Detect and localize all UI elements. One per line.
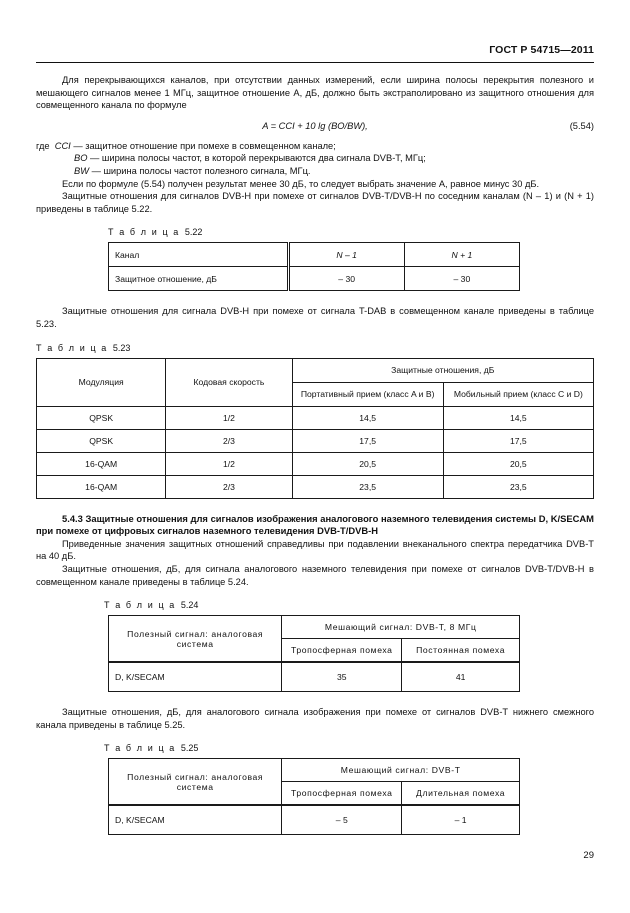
paragraph-analog-lower-adjacent: Защитные отношения, дБ, для аналогового сигнала изображения при помехе от сигналов DVB-T нижнего смежного канала приведены в таблице 5.25. [36,707,594,730]
table-row [109,805,520,835]
table-cell: 2/3 [166,475,292,498]
table-header-cell-wanted-signal: Полезный сигнал: аналоговая система [109,616,282,663]
table-header-cell-code-rate: Кодовая скорость [166,358,292,406]
formula-expression: A = CCI + 10 lg (BO/BW), [262,120,368,131]
table-header-row [37,358,594,382]
table-caption-5-22 [36,227,594,237]
table-cell: – 1 [402,805,520,835]
table-cell: 1/2 [166,452,292,475]
definition-term: BO [74,153,88,164]
paragraph-if-result-below-30: Если по формуле (5.54) получен результат менее 30 дБ, то следует выбрать значение A, равное минус 30 дБ. [62,178,540,189]
table-caption-number: 5.22 [184,227,203,238]
table-row [109,662,520,692]
table-cell: 14,5 [443,406,593,429]
header-rule [36,62,594,63]
table-header-cell-interferer: Мешающий сигнал: DVB-T, 8 МГц [282,616,520,639]
definition-term: CCI [54,140,71,151]
table-cell: – 30 [288,267,404,291]
table-header-cell-mobile: Мобильный прием (класс C и D) [443,382,593,406]
definition-row [36,152,594,165]
table-cell: D, K/SECAM [109,805,282,835]
paragraph-analog-cochannel: Защитные отношения, дБ, для сигнала аналогового наземного телевидения при помехе от сигналов DVB-T/DVB-H в совмещенном канале приведены в таблице 5.24. [36,563,594,587]
table-cell: 23,5 [292,475,443,498]
table-cell: 41 [402,662,520,692]
table-header-cell-interferer: Мешающий сигнал: DVB-T [282,759,520,782]
table-caption-number: 5.25 [180,743,199,754]
table-header-cell-tropospheric: Тропосферная помеха [282,639,402,663]
table-cell: 16-QAM [37,452,166,475]
table-row [37,452,594,475]
table-cell: 16-QAM [37,475,166,498]
table-cell: D, K/SECAM [109,662,282,692]
table-header-cell: Канал [109,243,289,267]
formula-number: (5.54) [569,120,594,131]
definition-text: — ширина полосы частот, в которой перекрываются два сигнала DVB-T, МГц; [90,153,426,164]
table-cell: 20,5 [443,452,593,475]
table-header-row [109,759,520,782]
table-header-cell-portable: Портативный прием (класс A и B) [292,382,443,406]
table-header-cell-continuous: Постоянная помеха [402,639,520,663]
table-caption-word: Т а б л и ц а [104,600,176,611]
table-header-row [109,243,520,267]
table-5-24 [108,615,520,692]
section-heading-5-4-3: 5.4.3 Защитные отношения для сигналов изображения аналогового наземного телевидения системы D, K/SECAM при помехе от цифровых сигналов наземного телевидения DVB-T/DVB-H [36,512,594,537]
table-cell: 35 [282,662,402,692]
table-cell: 2/3 [166,429,292,452]
table-caption-5-24 [36,600,594,610]
table-5-25 [108,758,520,835]
table-cell: Защитное отношение, дБ [109,267,289,291]
paragraph-tdab-cochannel: Защитные отношения для сигнала DVB-H при помехе от сигнала T-DAB в совмещенном канале приведены в таблице 5.23. [36,306,594,329]
definition-text: — ширина полосы частот полезного сигнала, МГц. [91,165,311,176]
paragraph-overlapping-channels: Для перекрывающихся каналов, при отсутствии данных измерений, если ширина полосы перекрытия полезного и мешающего сигналов менее 1 МГц, защитное отношение A, дБ, должно быть экстраполировано из защитного отношения для совмещенного канала по формуле [36,75,594,111]
table-caption-word: Т а б л и ц а [104,743,176,754]
definition-list [36,140,594,178]
table-cell: QPSK [37,429,166,452]
definition-lead: где [36,140,50,151]
table-header-cell: N – 1 [288,243,404,267]
table-cell: QPSK [37,406,166,429]
table-5-22 [108,242,520,291]
table-cell: – 5 [282,805,402,835]
table-cell: 23,5 [443,475,593,498]
table-header-cell-long-term: Длительная помеха [402,782,520,806]
table-cell: 1/2 [166,406,292,429]
definition-text: — защитное отношение при помехе в совмещенном канале; [73,140,336,151]
table-caption-5-25 [36,743,594,753]
page-number: 29 [583,850,594,861]
definition-row [36,165,594,178]
table-caption-number: 5.24 [180,600,199,611]
paragraph-spectrum-suppression: Приведенные значения защитных отношений справедливы при подавлении внеканального спектра передатчика DVB-T на 40 дБ. [36,538,594,562]
table-row [37,406,594,429]
table-header-cell-wanted-signal: Полезный сигнал: аналоговая система [109,759,282,806]
table-row [37,429,594,452]
table-cell: – 30 [404,267,519,291]
table-caption-number: 5.23 [112,342,131,353]
table-header-cell-tropospheric: Тропосферная помеха [282,782,402,806]
definition-term: BW [74,165,89,176]
page-content [36,74,594,835]
table-caption-word: Т а б л и ц а [108,227,180,238]
table-row [109,267,520,291]
table-cell: 14,5 [292,406,443,429]
table-header-cell-group: Защитные отношения, дБ [292,358,593,382]
paragraph-dvbh-adjacent-channels: Защитные отношения для сигналов DVB-H при помехе от сигналов DVB-T/DVB-H по соседним каналам (N – 1) и (N + 1) приведены в таблице 5.22. [36,191,594,214]
table-caption-word: Т а б л и ц а [36,342,108,353]
table-5-23 [36,358,594,499]
table-cell: 17,5 [292,429,443,452]
table-cell: 20,5 [292,452,443,475]
table-header-cell: N + 1 [404,243,519,267]
table-row [37,475,594,498]
table-header-row [109,616,520,639]
running-header: ГОСТ Р 54715—2011 [489,44,594,56]
definition-row [36,140,594,153]
formula-row [36,119,594,135]
table-caption-5-23 [36,343,594,353]
table-cell: 17,5 [443,429,593,452]
table-header-cell-modulation: Модуляция [37,358,166,406]
